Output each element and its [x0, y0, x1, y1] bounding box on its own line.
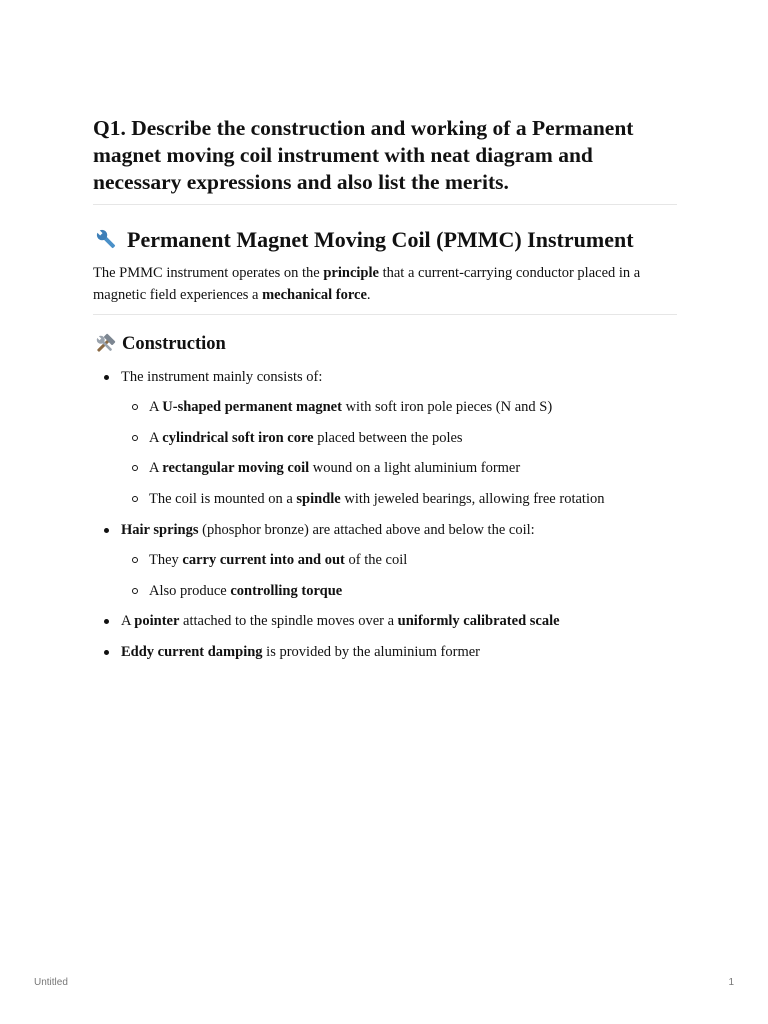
text: A	[121, 613, 135, 630]
bold-text: U-shaped permanent magnet	[162, 399, 342, 416]
sub-list-item	[121, 396, 677, 418]
intro-text-1: The PMMC instrument operates on the	[93, 265, 324, 281]
bold-text: carry current into and out	[182, 552, 345, 569]
list-item-text: The instrument mainly consists of:	[121, 368, 323, 385]
sub-list-item	[121, 580, 677, 602]
text: They	[149, 552, 183, 569]
text: A	[149, 429, 163, 446]
text: A	[149, 460, 163, 477]
section-title: Permanent Magnet Moving Coil (PMMC) Instrument	[127, 227, 634, 252]
list-item	[93, 641, 677, 663]
text: attached to the spindle moves over a	[179, 613, 398, 630]
document-page	[93, 115, 677, 663]
construction-title: Construction	[122, 334, 226, 354]
list-item	[93, 610, 677, 632]
text: of the coil	[344, 552, 408, 569]
footer-page-number: 1	[728, 977, 734, 988]
sub-list-item	[121, 427, 677, 449]
list-item	[93, 366, 677, 510]
intro-bold-force: mechanical force	[262, 287, 367, 303]
sub-list-item	[121, 457, 677, 479]
section-heading	[93, 225, 677, 255]
hammer-and-wrench-icon	[93, 333, 117, 355]
intro-text-2: that a current-carrying conductor placed in a magnetic field experiences a	[93, 265, 641, 303]
bold-text: controlling torque	[230, 582, 343, 599]
question-title: Q1. Describe the construction and working of a Permanent magnet moving coil instrument with neat diagram and necessary expressions and also list the merits.	[93, 116, 634, 194]
text: (phosphor bronze) are attached above and below the coil:	[198, 521, 535, 538]
construction-heading	[93, 331, 677, 357]
divider	[93, 204, 677, 205]
sub-list-item	[121, 549, 677, 571]
bold-text: spindle	[296, 490, 341, 507]
bold-text: uniformly calibrated scale	[397, 613, 560, 630]
wrench-icon	[93, 227, 121, 253]
sub-list-item	[121, 488, 677, 510]
intro-text-3: .	[366, 287, 371, 303]
text: placed between the poles	[313, 429, 463, 446]
text: A	[149, 399, 163, 416]
text: The coil is mounted on a	[149, 490, 297, 507]
bold-text: Hair springs	[121, 521, 199, 538]
bold-text: pointer	[134, 613, 180, 630]
text: is provided by the aluminium former	[262, 643, 481, 660]
text: with jeweled bearings, allowing free rotation	[340, 490, 605, 507]
text: wound on a light aluminium former	[309, 460, 521, 477]
sub-list	[121, 549, 677, 602]
intro-paragraph	[93, 262, 677, 306]
intro-bold-principle: principle	[323, 265, 379, 281]
text: Also produce	[149, 582, 231, 599]
bold-text: Eddy current damping	[121, 643, 263, 660]
list-item	[93, 519, 677, 602]
bold-text: rectangular moving coil	[162, 460, 310, 477]
sub-list	[121, 396, 677, 510]
construction-list	[93, 366, 677, 663]
bold-text: cylindrical soft iron core	[162, 429, 314, 446]
divider	[93, 314, 677, 315]
text: with soft iron pole pieces (N and S)	[341, 399, 553, 416]
footer-document-title: Untitled	[34, 977, 68, 988]
